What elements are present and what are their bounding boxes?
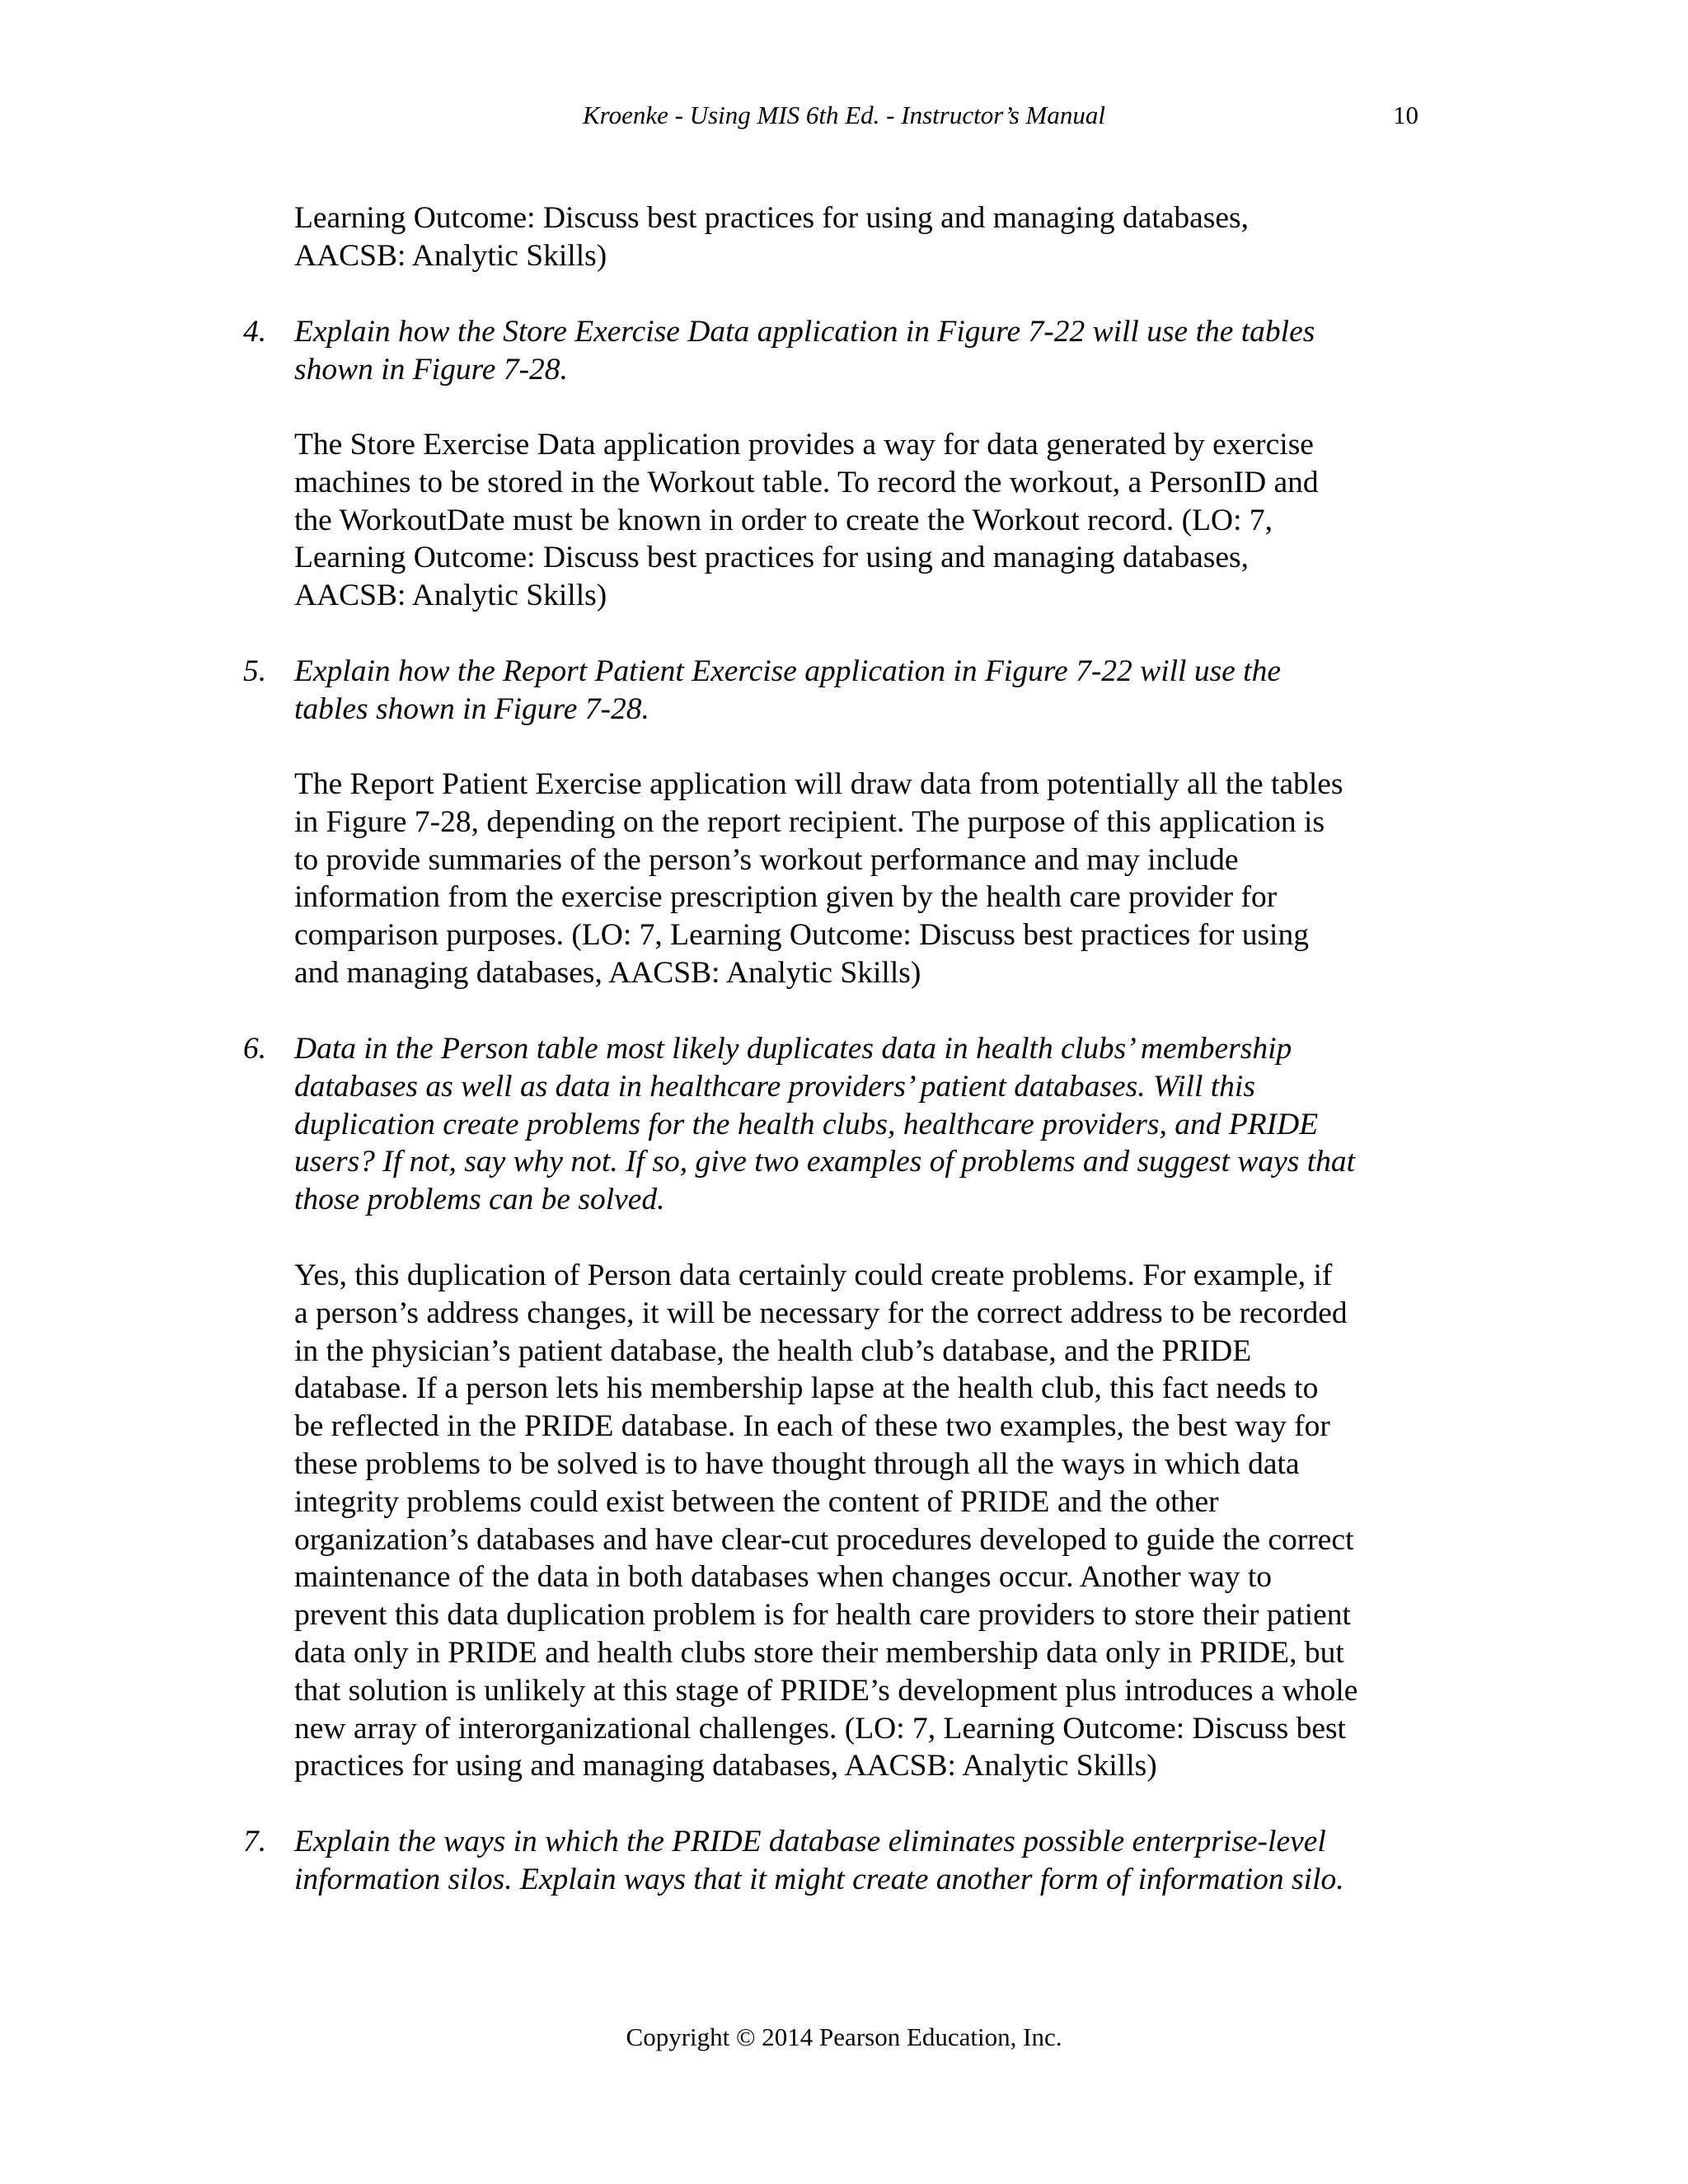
- intro-paragraph: Learning Outcome: Discuss best practices for using and managing databases, AACSB: Analytic Skills): [294, 201, 1249, 273]
- copyright-footer: Copyright © 2014 Pearson Education, Inc.: [626, 2022, 1062, 2051]
- question-6-number: 6.: [243, 1032, 267, 1066]
- answer-4-text: The Store Exercise Data application provides a way for data generated by exercise machines to be stored in the Workout table. To record the workout, a PersonID and the WorkoutDate must be known in order to create the Workout record. (LO: 7, Learning Outcome: Discuss best practices for using and managing databases, AACSB: Analytic Skills): [294, 428, 1319, 613]
- question-7-text: Explain the ways in which the PRIDE database eliminates possible enterprise-level information silos. Explain ways that it might create another form of information silo.: [294, 1825, 1344, 1896]
- question-4-number: 4.: [243, 315, 267, 349]
- running-header-title: Kroenke - Using MIS 6th Ed. - Instructor’s Manual: [582, 101, 1105, 129]
- question-4-text: Explain how the Store Exercise Data application in Figure 7-22 will use the tables shown in Figure 7-28.: [294, 315, 1315, 387]
- answer-5-text: The Report Patient Exercise application will draw data from potentially all the tables in Figure 7-28, depending on the report recipient. The purpose of this application is to provide summaries of the person’s workout performance and may include information from the exercise prescription given by the health care provider for comparison purposes. (LO: 7, Learning Outcome: Discuss best practices for using and managing databases, AACSB: Analytic Skills): [294, 767, 1343, 990]
- page-number: 10: [1393, 101, 1418, 129]
- question-7-number: 7.: [243, 1825, 267, 1858]
- question-6-text: Data in the Person table most likely duplicates data in health clubs’ membership databases as well as data in healthcare providers’ patient databases. Will this duplication create problems for the health clubs, healthcare providers, and PRIDE users? If not, say why not. If so, give two examples of problems and suggest ways that those problems can be solved.: [294, 1032, 1356, 1217]
- answer-6-text: Yes, this duplication of Person data certainly could create problems. For example, if a person’s address changes, it will be necessary for the correct address to be recorded in the physician’s patient database, the health club’s database, and the PRIDE database. If a person lets his membership lapse at the health club, this fact needs to be reflected in the PRIDE database. In each of these two examples, the best way for these problems to be solved is to have thought through all the ways in which data integrity problems could exist between the content of PRIDE and the other organization’s databases and have clear-cut procedures developed to guide the correct maintenance of the data in both databases when changes occur. Another way to prevent this data duplication problem is for health care providers to store their patient data only in PRIDE and health clubs store their membership data only in PRIDE, but that solution is unlikely at this stage of PRIDE’s development plus introduces a whole new array of interorganizational challenges. (LO: 7, Learning Outcome: Discuss best practices for using and managing databases, AACSB: Analytic Skills): [294, 1258, 1358, 1783]
- question-5-text: Explain how the Report Patient Exercise application in Figure 7-22 will use the tables shown in Figure 7-28.: [294, 654, 1281, 726]
- question-5-number: 5.: [243, 654, 267, 688]
